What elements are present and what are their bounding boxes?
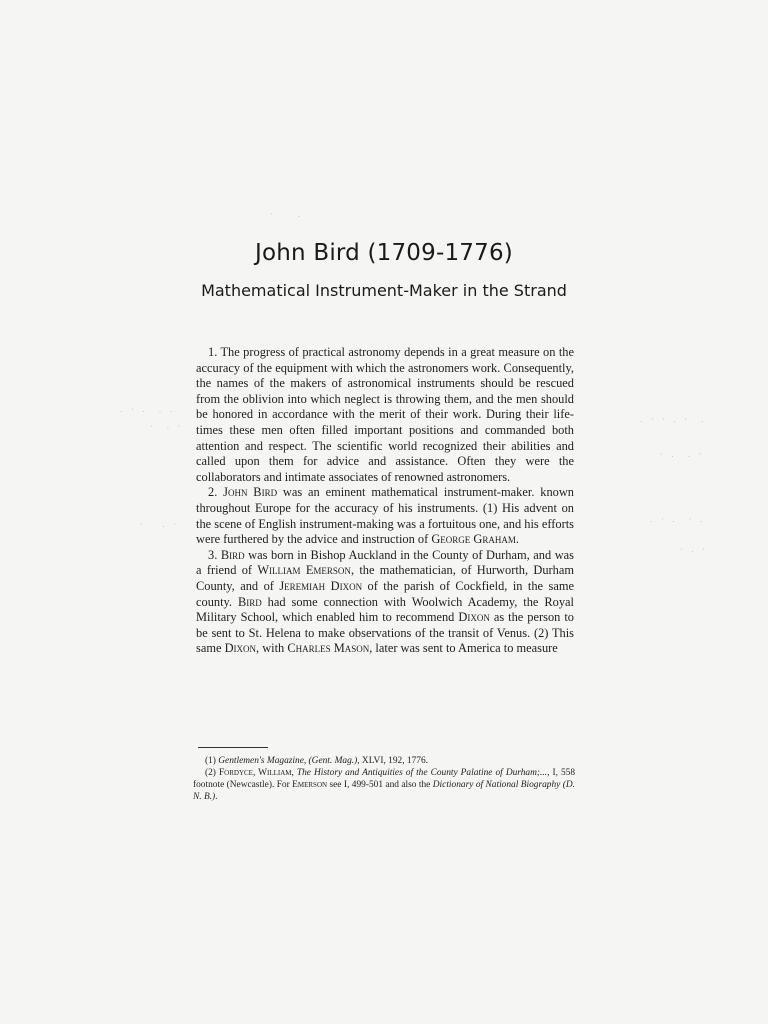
person-name: Dixon (458, 610, 490, 625)
footnote-1 (193, 755, 575, 767)
bleed-through-mark: · . · (150, 422, 184, 431)
footnote-text: . (215, 792, 218, 802)
person-name: William Emerson (257, 563, 351, 578)
footnote-citation-title: Dictionary of National Biography (D. N. B.) (193, 780, 575, 802)
footnotes (193, 755, 575, 803)
page-title: John Bird (1709-1776) (255, 240, 513, 266)
person-name: Emerson (292, 780, 328, 790)
person-name: Bird (220, 547, 245, 562)
footnote-citation-title: Gentlemen's Magazine, (Gent. Mag.) (218, 756, 358, 766)
page-subtitle: Mathematical Instrument-Maker in the Strand (201, 281, 567, 300)
paragraph-number: 3. (208, 547, 221, 562)
footnote-text: , XLVI, 192, 1776. (357, 756, 428, 766)
footnote-author: Fordyce, William (218, 768, 292, 778)
person-name: George Graham (431, 532, 516, 547)
paragraph-text: was an eminent mathematical instrument-maker. known throughout Europe for the accuracy of his instruments. (1) His advent on the scene of English instrument-making was a fortuitous one, and his efforts were furthered by the advice and instruction of (196, 485, 574, 547)
footnote-text: see I, 499-501 and also the (327, 780, 433, 790)
bleed-through-mark: . · · . · . (640, 415, 707, 424)
footnote-text: , (291, 768, 297, 778)
footnote-number: (1) (205, 756, 219, 766)
paragraph-1: 1. The progress of practical astronomy depends in a great measure on the accuracy of the equipment with which the astronomers work. Consequently, the names of the makers of astronomical instruments should be rescued from the oblivion into which neglect is throwing them, and the men should be honored in accordance with the merit of their work. During their life-times these men often filled important positions and commanded both attention and respect. The scientific world recognized their abilities and called upon them for advice and assistance. Often they were the collaborators and intimate associates of renowned astronomers. (196, 345, 574, 484)
footnote-text: , I, 558 footnote (Newcastle). For (193, 768, 576, 790)
person-name: Dixon (224, 641, 257, 656)
paragraph-text: , the mathematician, of Hurworth, Durham County, and of (196, 563, 574, 593)
footnote-number: (2) (205, 768, 219, 778)
paragraph-2 (196, 485, 574, 547)
paragraph-text: , with (256, 641, 288, 656)
bleed-through-mark: · . (270, 210, 304, 219)
paragraph-number: 2. (208, 485, 224, 500)
paragraph-text: of the parish of Cockfield, in the same county. (196, 578, 574, 609)
bleed-through-mark: · . · (680, 545, 708, 554)
person-name: Jeremiah Dixon (279, 578, 363, 593)
footnote-2 (193, 767, 575, 803)
bleed-through-mark: . · . · . (650, 515, 706, 524)
person-name: Bird (237, 594, 262, 609)
paragraph-text: had some connection with Woolwich Academy, the Royal Military School, which enabled him to recommend (196, 594, 574, 625)
bleed-through-mark: . · . . . (120, 405, 176, 414)
paragraph-3 (196, 548, 574, 657)
paragraph-text: as the person to be sent to St. Helena to make observations of the transit of Venus. (2) This same (196, 610, 574, 656)
body-text (196, 345, 574, 657)
paragraph-text: . (515, 532, 519, 547)
bleed-through-mark: · . . · (660, 450, 705, 459)
paragraph-text: was born in Bishop Auckland in the County of Durham, and was a friend of (196, 547, 575, 578)
person-name: Charles Mason (287, 641, 370, 656)
footnote-citation-title: The History and Antiquities of the County Palatine of Durham;... (296, 768, 548, 778)
footnote-divider (198, 747, 268, 748)
bleed-through-mark: · . · (140, 520, 179, 529)
person-name: John Bird (223, 485, 278, 500)
paragraph-text: , later was sent to America to measure (369, 641, 558, 656)
